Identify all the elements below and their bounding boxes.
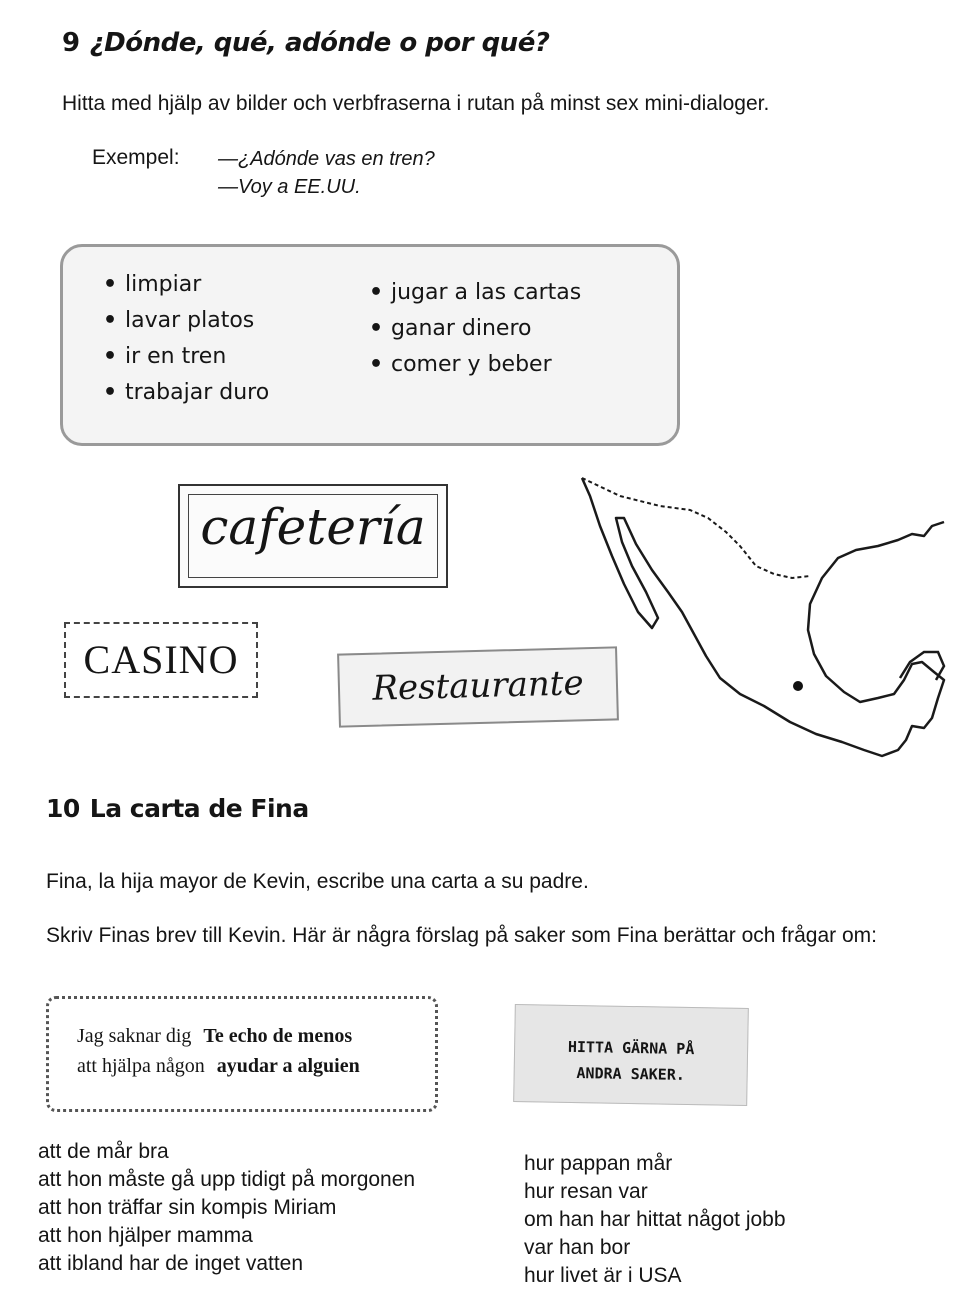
verb-item: • jugar a las cartas (369, 280, 582, 305)
exercise-10-number: 10 (46, 794, 80, 823)
exercise-10-heading: La carta de Fina (89, 794, 309, 823)
mexico-map (560, 466, 955, 776)
example-label: Exempel: (92, 146, 180, 169)
vocab-row (77, 1025, 352, 1048)
topic-item: var han bor (524, 1236, 631, 1259)
verb-list-left (103, 267, 269, 411)
mexico-city-marker (793, 681, 803, 691)
exercise-9-instruction: Hitta med hjälp av bilder och verbfraserna i rutan på minst sex mini-dialoger. (62, 92, 770, 115)
topic-item: att hon träffar sin kompis Miriam (38, 1196, 337, 1219)
verb-item: • lavar platos (103, 308, 255, 333)
note-line: ANDRA SAKER. (576, 1064, 686, 1084)
topic-item: hur resan var (524, 1180, 648, 1203)
verb-phrase-box (60, 244, 680, 446)
sticky-note-text (514, 1033, 747, 1089)
exercise-10-title (46, 794, 309, 823)
verb-item: • limpiar (103, 272, 202, 297)
exercise-10-instruction: Skriv Finas brev till Kevin. Här är några förslag på saker som Fina berättar och frågar om: (46, 924, 877, 947)
verb-list-right (369, 275, 581, 383)
exercise-9-title (62, 28, 549, 58)
exercise-10-intro: Fina, la hija mayor de Kevin, escribe una carta a su padre. (46, 870, 589, 893)
exercise-9-number: 9 (62, 28, 80, 58)
verb-item: • comer y beber (369, 352, 552, 377)
topic-item: att hon måste gå upp tidigt på morgonen (38, 1168, 416, 1191)
exercise-9-heading: ¿Dónde, qué, adónde o por qué? (89, 28, 550, 58)
verb-item: • ir en tren (103, 344, 227, 369)
cafeteria-sign-text: cafetería (200, 498, 426, 556)
topic-item: att de mår bra (38, 1140, 169, 1163)
vocab-spanish: Te echo de menos (203, 1025, 353, 1047)
topic-item: om han har hittat något jobb (524, 1208, 786, 1231)
verb-item: • ganar dinero (369, 316, 532, 341)
restaurante-sign-text: Restaurante (371, 663, 585, 709)
vocab-swedish: Jag saknar dig (77, 1025, 192, 1047)
topics-right-list (524, 1150, 786, 1290)
topic-item: hur pappan mår (524, 1152, 673, 1175)
example-answer: —Voy a EE.UU. (218, 176, 361, 198)
topic-item: att hon hjälper mamma (38, 1224, 253, 1247)
vocab-swedish: att hjälpa någon (77, 1055, 205, 1077)
topic-item: hur livet är i USA (524, 1264, 682, 1287)
topics-left-list (38, 1138, 415, 1278)
vocab-spanish: ayudar a alguien (216, 1055, 360, 1077)
note-line: HITTA GÄRNA PÅ (567, 1037, 695, 1059)
verb-item: • trabajar duro (103, 380, 270, 405)
topic-item: att ibland har de inget vatten (38, 1252, 304, 1275)
cafeteria-sign (178, 484, 448, 588)
sticky-note (513, 1004, 749, 1106)
vocab-row (77, 1055, 360, 1078)
mexico-outline (582, 478, 944, 756)
vocab-box (46, 996, 438, 1112)
casino-sign-text: CASINO (83, 637, 239, 682)
example-question: —¿Adónde vas en tren? (218, 148, 435, 170)
casino-sign (64, 622, 258, 698)
